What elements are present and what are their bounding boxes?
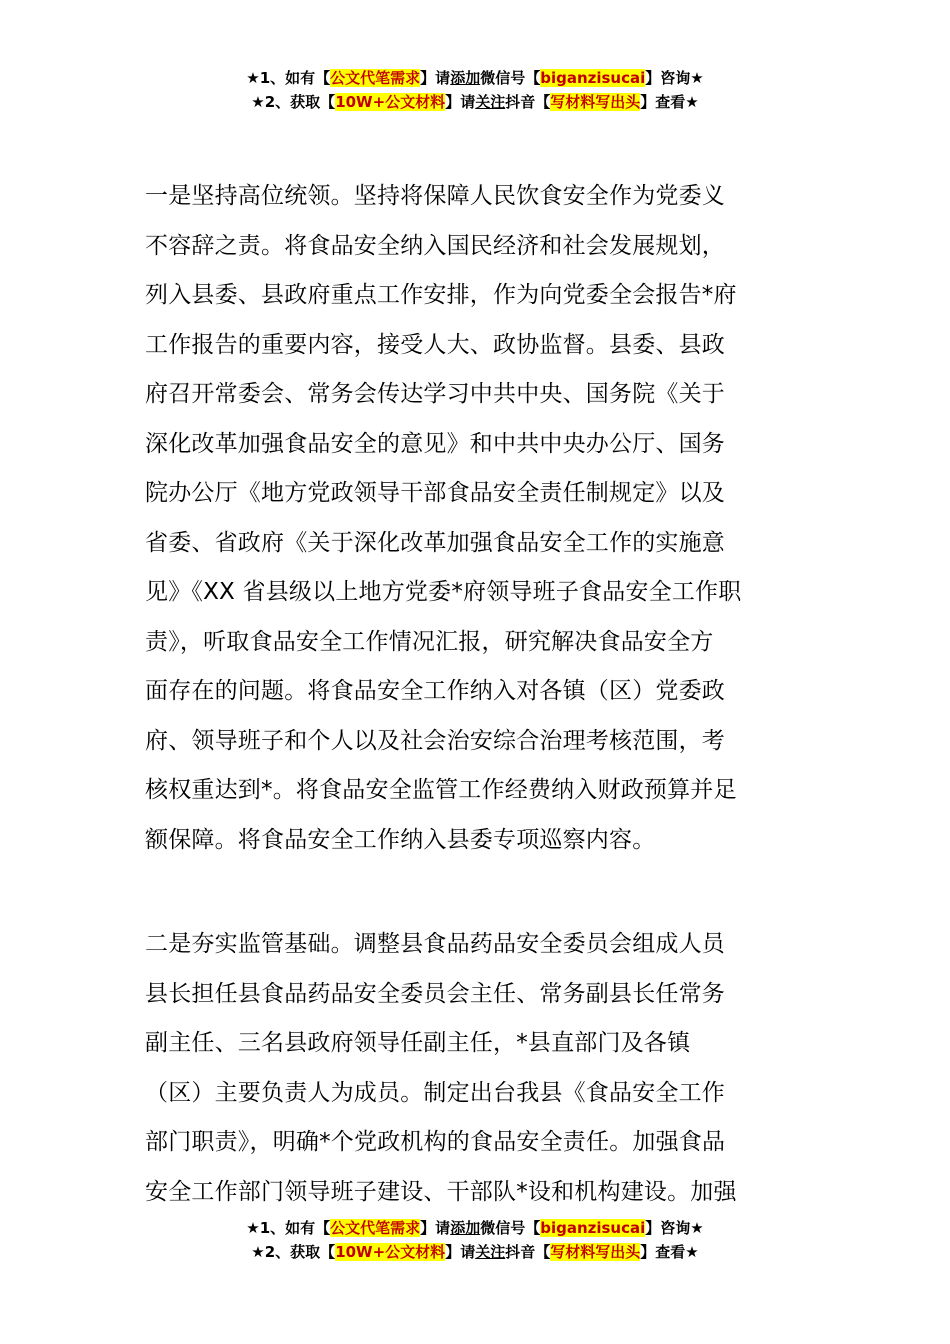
paragraph-2-line: 县长担任县食品药品安全委员会主任、常务副县长任常务	[145, 980, 725, 1007]
promo-2-mid: 】请	[445, 1243, 476, 1261]
paragraph-2-line: 安全工作部门领导班子建设、干部队*设和机构建设。加强	[145, 1178, 737, 1205]
promo-2-underline: 关注	[475, 1243, 506, 1261]
promo-1-mid: 】请	[420, 69, 451, 87]
promo-2-highlight-materials: 10W+公文材料	[335, 93, 446, 111]
promo-1-suffix: 】咨询★	[645, 1219, 704, 1237]
paragraph-2-line: 二是夯实监管基础。调整县食品药品安全委员会组成人员	[145, 931, 725, 957]
promo-2-underline: 关注	[475, 93, 506, 111]
paragraph-1-line: 面存在的问题。将食品安全工作纳入对各镇（区）党委政	[145, 678, 725, 704]
paragraph-1	[145, 172, 810, 865]
paragraph-2-line: （区）主要负责人为成员。制定出台我县《食品安全工作	[145, 1079, 725, 1106]
promo-2-suffix: 】查看★	[640, 93, 699, 111]
promo-1-underline: 添加	[450, 1219, 481, 1237]
promo-1-mid2: 微信号【	[480, 1219, 541, 1237]
promo-footer	[0, 1216, 950, 1264]
paragraph-1-line: 列入县委、县政府重点工作安排，作为向党委全会报告*府	[145, 282, 737, 308]
paragraph-1-line: 省委、省政府《关于深化改革加强食品安全工作的实施意	[145, 529, 725, 556]
promo-line-1	[0, 1216, 950, 1240]
promo-line-1	[0, 66, 950, 90]
paragraph-1-line: 不容辞之责。将食品安全纳入国民经济和社会发展规划，	[145, 232, 725, 259]
paragraph-1-line: 院办公厅《地方党政领导干部食品安全责任制规定》以及	[145, 480, 725, 506]
paragraph-1-line: 核权重达到*。将食品安全监管工作经费纳入财政预算并足	[145, 777, 737, 803]
paragraph-1-line: 工作报告的重要内容，接受人大、政协监督。县委、县政	[145, 331, 725, 358]
promo-1-highlight-service: 公文代笔需求	[330, 69, 421, 87]
promo-line-2	[0, 90, 950, 114]
promo-1-highlight-wechat: biganzisucai	[540, 1219, 646, 1237]
paragraph-1-line: 深化改革加强食品安全的意见》和中共中央办公厅、国务	[145, 430, 725, 457]
paragraph-1-line: 府、领导班子和个人以及社会治安综合治理考核范围，考	[145, 727, 725, 754]
promo-2-highlight-douyin: 写材料写出头	[550, 1243, 641, 1261]
promo-1-prefix: ★1、如有【	[246, 1219, 331, 1237]
paragraph-1-line: 责》，听取食品安全工作情况汇报，研究解决食品安全方	[145, 628, 714, 655]
promo-1-prefix: ★1、如有【	[246, 69, 331, 87]
promo-1-highlight-service: 公文代笔需求	[330, 1219, 421, 1237]
promo-header	[0, 66, 950, 114]
paragraph-1-line: 府召开常委会、常务会传达学习中共中央、国务院《关于	[145, 381, 725, 407]
promo-2-suffix: 】查看★	[640, 1243, 699, 1261]
promo-2-highlight-materials: 10W+公文材料	[335, 1243, 446, 1261]
promo-2-mid2: 抖音【	[505, 1243, 551, 1261]
paragraph-1-line: 额保障。将食品安全工作纳入县委专项巡察内容。	[145, 826, 656, 853]
promo-1-mid: 】请	[420, 1219, 451, 1237]
promo-2-mid: 】请	[445, 93, 476, 111]
paragraph-2-line: 副主任、三名县政府领导任副主任，*县直部门及各镇	[145, 1030, 691, 1056]
paragraph-1-line: 一是坚持高位统领。坚持将保障人民饮食安全作为党委义	[145, 183, 725, 209]
promo-line-2	[0, 1240, 950, 1264]
promo-1-underline: 添加	[450, 69, 481, 87]
promo-1-highlight-wechat: biganzisucai	[540, 69, 646, 87]
paragraph-2-line: 部门职责》，明确*个党政机构的食品安全责任。加强食品	[145, 1129, 726, 1155]
promo-2-highlight-douyin: 写材料写出头	[550, 93, 641, 111]
promo-2-mid2: 抖音【	[505, 93, 551, 111]
paragraph-1-line: 见》《XX 省县级以上地方党委*府领导班子食品安全工作职	[145, 579, 742, 605]
promo-1-suffix: 】咨询★	[645, 69, 704, 87]
promo-2-prefix: ★2、获取【	[251, 1243, 336, 1261]
paragraph-2	[145, 920, 810, 1217]
promo-1-mid2: 微信号【	[480, 69, 541, 87]
promo-2-prefix: ★2、获取【	[251, 93, 336, 111]
